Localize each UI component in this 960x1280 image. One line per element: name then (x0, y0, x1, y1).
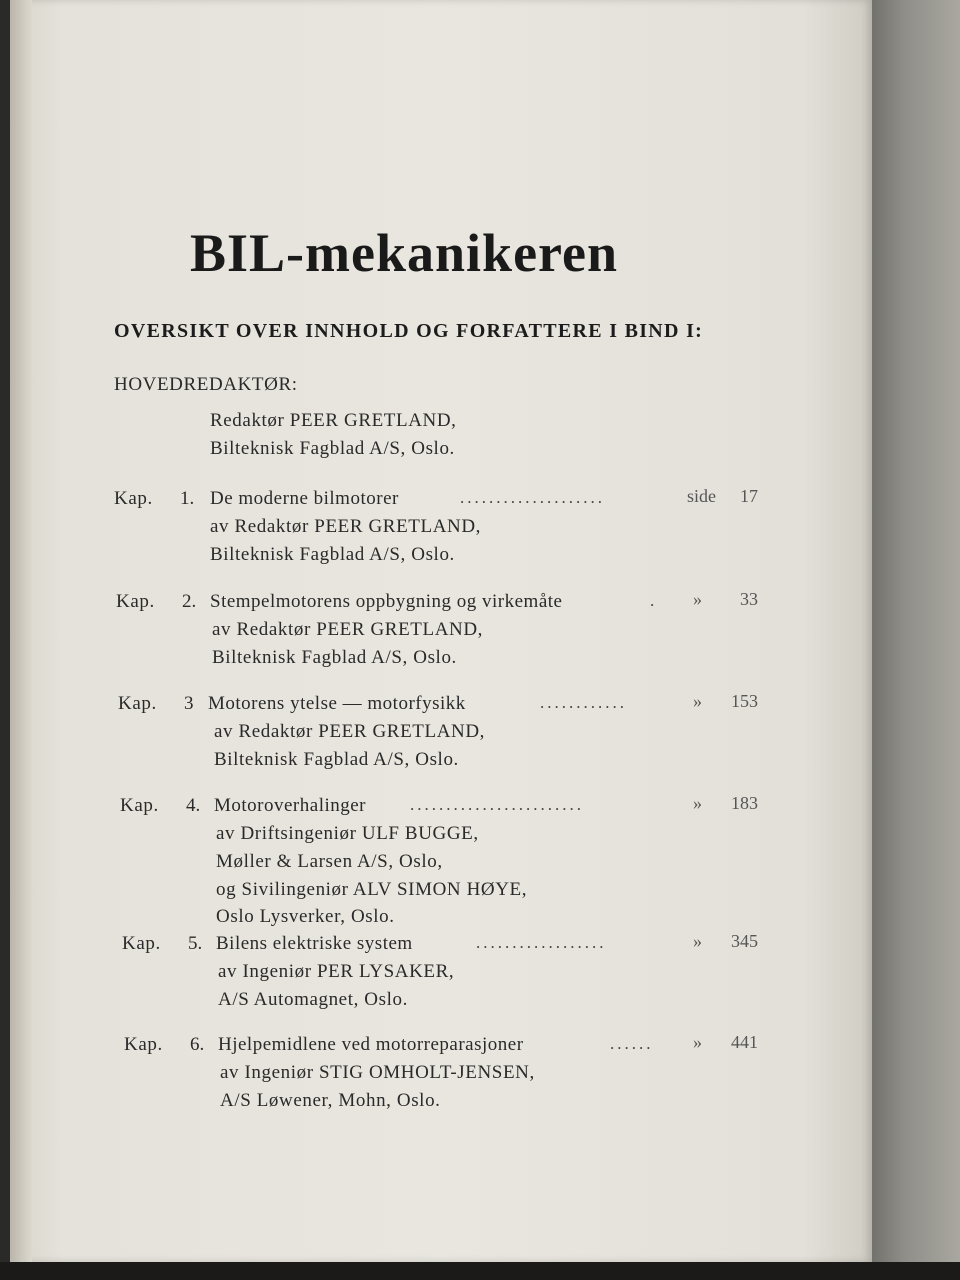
chapter-number: 4. (186, 795, 201, 816)
chapter-title: Motoroverhalinger (214, 795, 367, 816)
chapter-number: 1. (180, 488, 195, 509)
page-number: 441 (731, 1032, 758, 1052)
chapter-label: Kap. (120, 795, 159, 816)
background-right (868, 0, 960, 1280)
editor-heading: HOVEDREDAKTØR: (114, 374, 298, 395)
chapter-title: Stempelmotorens oppbygning og virkemåte (210, 591, 563, 612)
chapter-title: De moderne bilmotorer (210, 488, 399, 509)
leader-dots: .................... (460, 488, 605, 507)
chapter-number: 6. (190, 1034, 205, 1055)
page-ref-label: » (693, 691, 702, 711)
author-line: av Redaktør PEER GRETLAND, (212, 619, 484, 640)
background-bottom (0, 1262, 960, 1280)
chapter-label: Kap. (118, 693, 157, 714)
chapter-title: Bilens elektriske system (216, 933, 413, 954)
author-line: av Redaktør PEER GRETLAND, (214, 721, 486, 742)
page-ref-label: » (693, 1032, 702, 1052)
chapter-label: Kap. (124, 1034, 163, 1055)
chapter-entry-1 (10, 486, 872, 606)
leader-dots: .................. (476, 933, 607, 952)
leader-dots: ...... (610, 1034, 654, 1053)
page-ref-label: » (693, 931, 702, 951)
author-line: Møller & Larsen A/S, Oslo, (216, 851, 443, 872)
page-number: 183 (731, 793, 758, 813)
page-number: 153 (731, 691, 758, 711)
chapter-number: 3 (184, 693, 194, 714)
page-ref-label: » (693, 589, 702, 609)
chapter-entry-6 (10, 1032, 872, 1152)
author-line: Bilteknisk Fagblad A/S, Oslo. (214, 749, 459, 770)
page-number: 345 (731, 931, 758, 951)
chapter-label: Kap. (114, 488, 153, 509)
author-line: Bilteknisk Fagblad A/S, Oslo. (212, 647, 457, 668)
book-page (10, 0, 872, 1262)
author-line: A/S Løwener, Mohn, Oslo. (220, 1090, 441, 1111)
author-line: Oslo Lysverker, Oslo. (216, 906, 395, 927)
chapter-entry-4 (10, 793, 872, 927)
book-title: BIL-mekanikeren (190, 223, 619, 283)
leader-dots: ............ (540, 693, 627, 712)
leader-dots: ........................ (410, 795, 584, 814)
chapter-label: Kap. (116, 591, 155, 612)
author-line: A/S Automagnet, Oslo. (218, 989, 408, 1010)
editor-name: Redaktør PEER GRETLAND, (210, 410, 457, 431)
page-ref-label: side (687, 486, 716, 506)
author-line: og Sivilingeniør ALV SIMON HØYE, (216, 879, 528, 900)
author-line: av Ingeniør PER LYSAKER, (218, 961, 455, 982)
chapter-title: Motorens ytelse — motorfysikk (208, 693, 466, 714)
page-number: 17 (740, 486, 758, 506)
leader-dots: . (650, 591, 658, 610)
author-line: av Driftsingeniør ULF BUGGE, (216, 823, 479, 844)
chapter-title: Hjelpemidlene ved motorreparasjoner (218, 1034, 524, 1055)
chapter-number: 2. (182, 591, 197, 612)
contents-subtitle: OVERSIKT OVER INNHOLD OG FORFATTERE I BIND I: (114, 320, 704, 342)
author-line: av Redaktør PEER GRETLAND, (210, 516, 482, 537)
chapter-number: 5. (188, 933, 203, 954)
editor-affiliation: Bilteknisk Fagblad A/S, Oslo. (210, 438, 455, 459)
author-line: Bilteknisk Fagblad A/S, Oslo. (210, 544, 455, 565)
chapter-label: Kap. (122, 933, 161, 954)
page-ref-label: » (693, 793, 702, 813)
page-number: 33 (740, 589, 758, 609)
author-line: av Ingeniør STIG OMHOLT-JENSEN, (220, 1062, 535, 1083)
